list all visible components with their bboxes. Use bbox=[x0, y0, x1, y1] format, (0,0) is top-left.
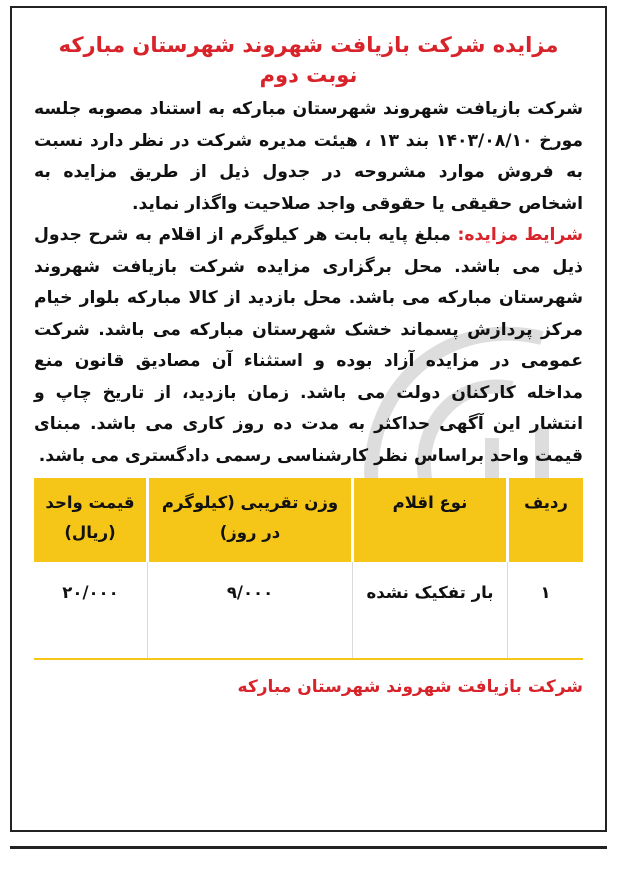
conditions-text: مبلغ پایه بابت هر کیلوگرم از اقلام به شرح جدول ذیل می باشد. محل برگزاری مزایده شرکت بازیافت شهروند شهرستان مبارکه می باشد. محل بازدید از کالا مبارکه بلوار خیام مرکز پردازش پسماند خشک شهرستان مبارکه می باشد. شرکت عمومی در مزایده آزاد بوده و استثناء آن مصادیق قانون منع مداخله کارکنان دولت می باشد. زمان بازدید، از تاریخ چاپ و انتشار این آگهی حداکثر به مدت ده روز کاری می باشد. مبنای قیمت واحد براساس نظر کارشناسی رسمی دادگستری می باشد. bbox=[34, 225, 583, 466]
notice-frame bbox=[10, 6, 607, 832]
header-weight: وزن تقریبی (کیلوگرم در روز) bbox=[148, 478, 353, 562]
table-row bbox=[34, 562, 583, 659]
notice-footer-signature: شرکت بازیافت شهروند شهرستان مبارکه bbox=[237, 677, 583, 697]
table-header-row bbox=[34, 478, 583, 562]
conditions-paragraph bbox=[34, 220, 583, 472]
notice-title: مزایده شرکت بازیافت شهروند شهرستان مبارکه bbox=[58, 33, 559, 57]
notice-content bbox=[12, 8, 605, 702]
intro-paragraph: شرکت بازیافت شهروند شهرستان مبارکه به استناد مصوبه جلسه مورخ ۱۴۰۳/۰۸/۱۰ بند ۱۳ ، هیئت مدیره شرکت در نظر دارد نسبت به فروش موارد مشروحه در جدول ذیل از طریق مزایده به اشخاص حقیقی یا حقوقی واجد صلاحیت واگذار نماید. bbox=[34, 99, 584, 214]
conditions-label: شرایط مزایده: bbox=[457, 225, 584, 245]
cell-item-type: بار تفکیک نشده bbox=[353, 562, 508, 659]
cell-weight: ۹/۰۰۰ bbox=[148, 562, 353, 659]
header-unit-price: قیمت واحد (ریال) bbox=[34, 478, 148, 562]
bottom-divider bbox=[10, 846, 607, 849]
header-item-type: نوع اقلام bbox=[353, 478, 508, 562]
notice-subtitle: نوبت دوم bbox=[259, 63, 358, 87]
items-table bbox=[34, 478, 583, 660]
header-row-number: ردیف bbox=[508, 478, 584, 562]
cell-unit-price: ۲۰/۰۰۰ bbox=[34, 562, 148, 659]
cell-row-number: ۱ bbox=[508, 562, 584, 659]
